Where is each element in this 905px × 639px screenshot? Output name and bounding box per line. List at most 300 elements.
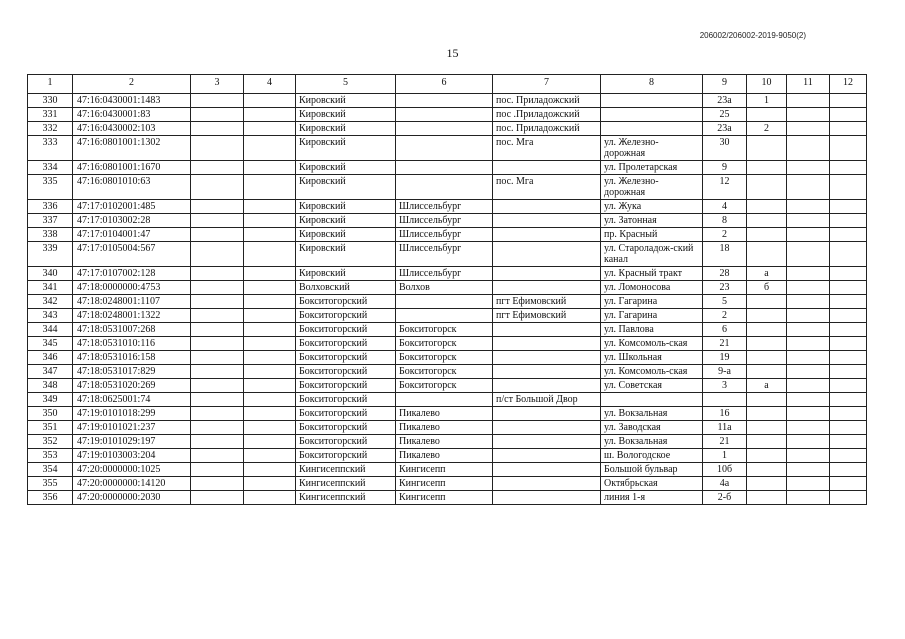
row-number-cell: 341 xyxy=(28,281,73,295)
building-cell xyxy=(747,200,787,214)
settlement-cell: пос .Приладожский xyxy=(493,108,601,122)
district-cell: Кировский xyxy=(296,228,396,242)
column-11-cell xyxy=(787,122,830,136)
column-11-cell xyxy=(787,379,830,393)
column-12-cell xyxy=(830,323,867,337)
cadastral-number-cell: 47:17:0102001:485 xyxy=(73,200,191,214)
column-11-cell xyxy=(787,242,830,267)
cadastral-number-cell: 47:16:0801010:63 xyxy=(73,175,191,200)
building-cell xyxy=(747,175,787,200)
column-4-cell xyxy=(244,108,296,122)
column-12-cell xyxy=(830,309,867,323)
settlement-cell xyxy=(493,449,601,463)
city-cell xyxy=(396,136,493,161)
house-number-cell: 23а xyxy=(703,122,747,136)
street-cell: пр. Красный xyxy=(601,228,703,242)
column-12-cell xyxy=(830,365,867,379)
city-cell: Пикалево xyxy=(396,421,493,435)
city-cell: Бокситогорск xyxy=(396,365,493,379)
cadastral-number-cell: 47:18:0248001:1107 xyxy=(73,295,191,309)
cadastral-number-cell: 47:17:0103002:28 xyxy=(73,214,191,228)
column-4-cell xyxy=(244,435,296,449)
column-header: 10 xyxy=(747,75,787,94)
district-cell: Бокситогорский xyxy=(296,407,396,421)
column-3-cell xyxy=(191,295,244,309)
settlement-cell xyxy=(493,477,601,491)
column-4-cell xyxy=(244,491,296,505)
street-cell: ул. Красный тракт xyxy=(601,267,703,281)
column-3-cell xyxy=(191,136,244,161)
column-4-cell xyxy=(244,214,296,228)
settlement-cell xyxy=(493,351,601,365)
street-cell: ул. Комсомоль-ская xyxy=(601,365,703,379)
table-row xyxy=(28,365,867,379)
column-4-cell xyxy=(244,463,296,477)
district-cell: Кировский xyxy=(296,214,396,228)
district-cell: Кингисеппский xyxy=(296,463,396,477)
column-3-cell xyxy=(191,407,244,421)
column-3-cell xyxy=(191,175,244,200)
building-cell xyxy=(747,161,787,175)
cadastral-number-cell: 47:16:0430002:103 xyxy=(73,122,191,136)
district-cell: Кировский xyxy=(296,108,396,122)
district-cell: Бокситогорский xyxy=(296,421,396,435)
city-cell xyxy=(396,309,493,323)
district-cell: Кировский xyxy=(296,161,396,175)
street-cell: ул. Комсомоль-ская xyxy=(601,337,703,351)
district-cell: Кировский xyxy=(296,200,396,214)
column-3-cell xyxy=(191,309,244,323)
row-number-cell: 352 xyxy=(28,435,73,449)
city-cell: Волхов xyxy=(396,281,493,295)
column-12-cell xyxy=(830,175,867,200)
district-cell: Бокситогорский xyxy=(296,435,396,449)
house-number-cell: 5 xyxy=(703,295,747,309)
house-number-cell: 30 xyxy=(703,136,747,161)
settlement-cell xyxy=(493,491,601,505)
city-cell xyxy=(396,108,493,122)
table-row xyxy=(28,122,867,136)
street-cell: ул. Гагарина xyxy=(601,309,703,323)
street-cell: ул. Железно-дорожная xyxy=(601,136,703,161)
column-12-cell xyxy=(830,200,867,214)
column-12-cell xyxy=(830,108,867,122)
settlement-cell xyxy=(493,214,601,228)
column-3-cell xyxy=(191,108,244,122)
city-cell xyxy=(396,94,493,108)
street-cell: ул. Жука xyxy=(601,200,703,214)
house-number-cell: 9 xyxy=(703,161,747,175)
settlement-cell xyxy=(493,379,601,393)
cadastral-number-cell: 47:18:0531017:829 xyxy=(73,365,191,379)
settlement-cell xyxy=(493,242,601,267)
building-cell xyxy=(747,309,787,323)
row-number-cell: 356 xyxy=(28,491,73,505)
street-cell: ул. Железно-дорожная xyxy=(601,175,703,200)
table-row xyxy=(28,393,867,407)
column-header: 11 xyxy=(787,75,830,94)
street-cell: ш. Вологодское xyxy=(601,449,703,463)
settlement-cell xyxy=(493,337,601,351)
cadastral-number-cell: 47:18:0531010:116 xyxy=(73,337,191,351)
house-number-cell: 10б xyxy=(703,463,747,477)
city-cell: Бокситогорск xyxy=(396,351,493,365)
cadastral-number-cell: 47:20:0000000:1025 xyxy=(73,463,191,477)
city-cell: Бокситогорск xyxy=(396,337,493,351)
settlement-cell: пос. Приладожский xyxy=(493,94,601,108)
district-cell: Кировский xyxy=(296,175,396,200)
house-number-cell: 23а xyxy=(703,94,747,108)
city-cell xyxy=(396,122,493,136)
table-row xyxy=(28,242,867,267)
column-4-cell xyxy=(244,323,296,337)
settlement-cell xyxy=(493,281,601,295)
table-body xyxy=(28,94,867,505)
settlement-cell: пос. Мга xyxy=(493,136,601,161)
column-4-cell xyxy=(244,309,296,323)
district-cell: Бокситогорский xyxy=(296,379,396,393)
street-cell: ул. Пролетарская xyxy=(601,161,703,175)
column-11-cell xyxy=(787,407,830,421)
street-cell xyxy=(601,393,703,407)
street-cell: ул. Гагарина xyxy=(601,295,703,309)
cadastral-number-cell: 47:16:0430001:1483 xyxy=(73,94,191,108)
district-cell: Волховский xyxy=(296,281,396,295)
table-row xyxy=(28,379,867,393)
column-12-cell xyxy=(830,477,867,491)
building-cell xyxy=(747,323,787,337)
column-12-cell xyxy=(830,379,867,393)
house-number-cell: 3 xyxy=(703,379,747,393)
city-cell xyxy=(396,161,493,175)
column-11-cell xyxy=(787,351,830,365)
column-3-cell xyxy=(191,323,244,337)
settlement-cell: пгт Ефимовский xyxy=(493,309,601,323)
building-cell xyxy=(747,214,787,228)
column-4-cell xyxy=(244,365,296,379)
building-cell xyxy=(747,435,787,449)
column-11-cell xyxy=(787,477,830,491)
column-4-cell xyxy=(244,136,296,161)
row-number-cell: 332 xyxy=(28,122,73,136)
column-12-cell xyxy=(830,161,867,175)
column-4-cell xyxy=(244,200,296,214)
settlement-cell xyxy=(493,365,601,379)
table-row xyxy=(28,94,867,108)
city-cell: Бокситогорск xyxy=(396,323,493,337)
house-number-cell: 2-б xyxy=(703,491,747,505)
table-header-row xyxy=(28,75,867,94)
table-row xyxy=(28,200,867,214)
table-row xyxy=(28,449,867,463)
column-4-cell xyxy=(244,267,296,281)
column-12-cell xyxy=(830,435,867,449)
house-number-cell: 4а xyxy=(703,477,747,491)
building-cell xyxy=(747,242,787,267)
building-cell xyxy=(747,295,787,309)
district-cell: Бокситогорский xyxy=(296,449,396,463)
district-cell: Кировский xyxy=(296,94,396,108)
district-cell: Бокситогорский xyxy=(296,295,396,309)
district-cell: Кировский xyxy=(296,122,396,136)
building-cell xyxy=(747,108,787,122)
district-cell: Кировский xyxy=(296,267,396,281)
cadastral-number-cell: 47:19:0101018:299 xyxy=(73,407,191,421)
district-cell: Бокситогорский xyxy=(296,393,396,407)
column-3-cell xyxy=(191,351,244,365)
city-cell: Кингисепп xyxy=(396,463,493,477)
column-12-cell xyxy=(830,393,867,407)
table-row xyxy=(28,228,867,242)
street-cell xyxy=(601,108,703,122)
column-11-cell xyxy=(787,228,830,242)
row-number-cell: 339 xyxy=(28,242,73,267)
cadastral-number-cell: 47:19:0101021:237 xyxy=(73,421,191,435)
city-cell: Пикалево xyxy=(396,407,493,421)
settlement-cell xyxy=(493,463,601,477)
district-cell: Бокситогорский xyxy=(296,351,396,365)
street-cell: ул. Павлова xyxy=(601,323,703,337)
column-11-cell xyxy=(787,491,830,505)
building-cell xyxy=(747,136,787,161)
column-11-cell xyxy=(787,421,830,435)
city-cell: Шлиссельбург xyxy=(396,242,493,267)
table-row xyxy=(28,407,867,421)
column-3-cell xyxy=(191,214,244,228)
house-number-cell: 9-а xyxy=(703,365,747,379)
settlement-cell xyxy=(493,421,601,435)
column-11-cell xyxy=(787,337,830,351)
settlement-cell xyxy=(493,200,601,214)
house-number-cell xyxy=(703,393,747,407)
building-cell xyxy=(747,337,787,351)
house-number-cell: 21 xyxy=(703,337,747,351)
row-number-cell: 343 xyxy=(28,309,73,323)
row-number-cell: 336 xyxy=(28,200,73,214)
column-header: 8 xyxy=(601,75,703,94)
column-12-cell xyxy=(830,463,867,477)
cadastral-number-cell: 47:17:0105004:567 xyxy=(73,242,191,267)
street-cell xyxy=(601,122,703,136)
column-12-cell xyxy=(830,421,867,435)
cadastral-number-cell: 47:17:0107002:128 xyxy=(73,267,191,281)
street-cell xyxy=(601,94,703,108)
street-cell: ул. Заводская xyxy=(601,421,703,435)
column-3-cell xyxy=(191,463,244,477)
column-3-cell xyxy=(191,242,244,267)
settlement-cell: пос. Приладожский xyxy=(493,122,601,136)
street-cell: ул. Вокзальная xyxy=(601,435,703,449)
row-number-cell: 335 xyxy=(28,175,73,200)
column-3-cell xyxy=(191,122,244,136)
house-number-cell: 2 xyxy=(703,228,747,242)
cadastral-number-cell: 47:20:0000000:14120 xyxy=(73,477,191,491)
column-4-cell xyxy=(244,421,296,435)
building-cell xyxy=(747,393,787,407)
column-12-cell xyxy=(830,281,867,295)
house-number-cell: 18 xyxy=(703,242,747,267)
city-cell: Шлиссельбург xyxy=(396,228,493,242)
cadastral-number-cell: 47:16:0801001:1670 xyxy=(73,161,191,175)
column-12-cell xyxy=(830,267,867,281)
column-3-cell xyxy=(191,393,244,407)
column-12-cell xyxy=(830,351,867,365)
column-11-cell xyxy=(787,281,830,295)
settlement-cell xyxy=(493,323,601,337)
column-4-cell xyxy=(244,449,296,463)
row-number-cell: 330 xyxy=(28,94,73,108)
column-11-cell xyxy=(787,393,830,407)
cadastral-number-cell: 47:18:0531016:158 xyxy=(73,351,191,365)
street-cell: Октябрьская xyxy=(601,477,703,491)
settlement-cell xyxy=(493,267,601,281)
street-cell: Большой бульвар xyxy=(601,463,703,477)
table-row xyxy=(28,161,867,175)
city-cell: Кингисепп xyxy=(396,477,493,491)
house-number-cell: 16 xyxy=(703,407,747,421)
settlement-cell xyxy=(493,228,601,242)
column-11-cell xyxy=(787,94,830,108)
table-row xyxy=(28,295,867,309)
column-3-cell xyxy=(191,421,244,435)
house-number-cell: 23 xyxy=(703,281,747,295)
city-cell: Кингисепп xyxy=(396,491,493,505)
city-cell xyxy=(396,295,493,309)
table-row xyxy=(28,351,867,365)
table-row xyxy=(28,421,867,435)
column-12-cell xyxy=(830,136,867,161)
building-cell xyxy=(747,407,787,421)
building-cell xyxy=(747,477,787,491)
column-header: 1 xyxy=(28,75,73,94)
column-11-cell xyxy=(787,200,830,214)
page-number: 15 xyxy=(446,46,459,60)
building-cell xyxy=(747,449,787,463)
column-header: 5 xyxy=(296,75,396,94)
column-11-cell xyxy=(787,267,830,281)
column-3-cell xyxy=(191,379,244,393)
building-cell: 1 xyxy=(747,94,787,108)
column-11-cell xyxy=(787,323,830,337)
column-4-cell xyxy=(244,351,296,365)
settlement-cell: п/ст Большой Двор xyxy=(493,393,601,407)
street-cell: ул. Вокзальная xyxy=(601,407,703,421)
column-12-cell xyxy=(830,214,867,228)
table-row xyxy=(28,463,867,477)
column-3-cell xyxy=(191,200,244,214)
column-12-cell xyxy=(830,228,867,242)
column-11-cell xyxy=(787,309,830,323)
cadastral-number-cell: 47:18:0000000:4753 xyxy=(73,281,191,295)
column-header: 7 xyxy=(493,75,601,94)
table-row xyxy=(28,309,867,323)
row-number-cell: 350 xyxy=(28,407,73,421)
city-cell: Бокситогорск xyxy=(396,379,493,393)
column-3-cell xyxy=(191,365,244,379)
row-number-cell: 334 xyxy=(28,161,73,175)
settlement-cell xyxy=(493,407,601,421)
column-12-cell xyxy=(830,337,867,351)
district-cell: Кировский xyxy=(296,136,396,161)
cadastral-number-cell: 47:18:0248001:1322 xyxy=(73,309,191,323)
house-number-cell: 1 xyxy=(703,449,747,463)
cadastral-number-cell: 47:16:0801001:1302 xyxy=(73,136,191,161)
city-cell: Шлиссельбург xyxy=(396,214,493,228)
house-number-cell: 4 xyxy=(703,200,747,214)
column-3-cell xyxy=(191,449,244,463)
cadastral-number-cell: 47:17:0104001:47 xyxy=(73,228,191,242)
row-number-cell: 349 xyxy=(28,393,73,407)
table-row xyxy=(28,175,867,200)
building-cell: а xyxy=(747,379,787,393)
city-cell: Пикалево xyxy=(396,435,493,449)
table-row xyxy=(28,281,867,295)
district-cell: Кировский xyxy=(296,242,396,267)
row-number-cell: 340 xyxy=(28,267,73,281)
row-number-cell: 344 xyxy=(28,323,73,337)
house-number-cell: 6 xyxy=(703,323,747,337)
building-cell xyxy=(747,228,787,242)
row-number-cell: 353 xyxy=(28,449,73,463)
row-number-cell: 333 xyxy=(28,136,73,161)
city-cell xyxy=(396,393,493,407)
house-number-cell: 21 xyxy=(703,435,747,449)
column-12-cell xyxy=(830,122,867,136)
column-header: 4 xyxy=(244,75,296,94)
column-11-cell xyxy=(787,136,830,161)
column-3-cell xyxy=(191,94,244,108)
house-number-cell: 8 xyxy=(703,214,747,228)
column-11-cell xyxy=(787,463,830,477)
row-number-cell: 342 xyxy=(28,295,73,309)
row-number-cell: 345 xyxy=(28,337,73,351)
building-cell xyxy=(747,351,787,365)
column-3-cell xyxy=(191,267,244,281)
column-3-cell xyxy=(191,228,244,242)
column-12-cell xyxy=(830,242,867,267)
house-number-cell: 28 xyxy=(703,267,747,281)
settlement-cell xyxy=(493,435,601,449)
column-11-cell xyxy=(787,449,830,463)
row-number-cell: 346 xyxy=(28,351,73,365)
city-cell xyxy=(396,175,493,200)
street-cell: ул. Затонная xyxy=(601,214,703,228)
table-row xyxy=(28,435,867,449)
column-4-cell xyxy=(244,281,296,295)
column-11-cell xyxy=(787,435,830,449)
cadastral-number-cell: 47:18:0625001:74 xyxy=(73,393,191,407)
column-11-cell xyxy=(787,214,830,228)
column-header: 9 xyxy=(703,75,747,94)
district-cell: Бокситогорский xyxy=(296,323,396,337)
city-cell: Шлиссельбург xyxy=(396,267,493,281)
house-number-cell: 19 xyxy=(703,351,747,365)
column-4-cell xyxy=(244,295,296,309)
building-cell xyxy=(747,463,787,477)
cadastral-number-cell: 47:20:0000000:2030 xyxy=(73,491,191,505)
table-row xyxy=(28,214,867,228)
row-number-cell: 347 xyxy=(28,365,73,379)
building-cell: а xyxy=(747,267,787,281)
column-header: 12 xyxy=(830,75,867,94)
column-3-cell xyxy=(191,435,244,449)
column-3-cell xyxy=(191,337,244,351)
building-cell: б xyxy=(747,281,787,295)
column-4-cell xyxy=(244,337,296,351)
column-12-cell xyxy=(830,449,867,463)
district-cell: Кингисеппский xyxy=(296,491,396,505)
settlement-cell: пос. Мга xyxy=(493,175,601,200)
